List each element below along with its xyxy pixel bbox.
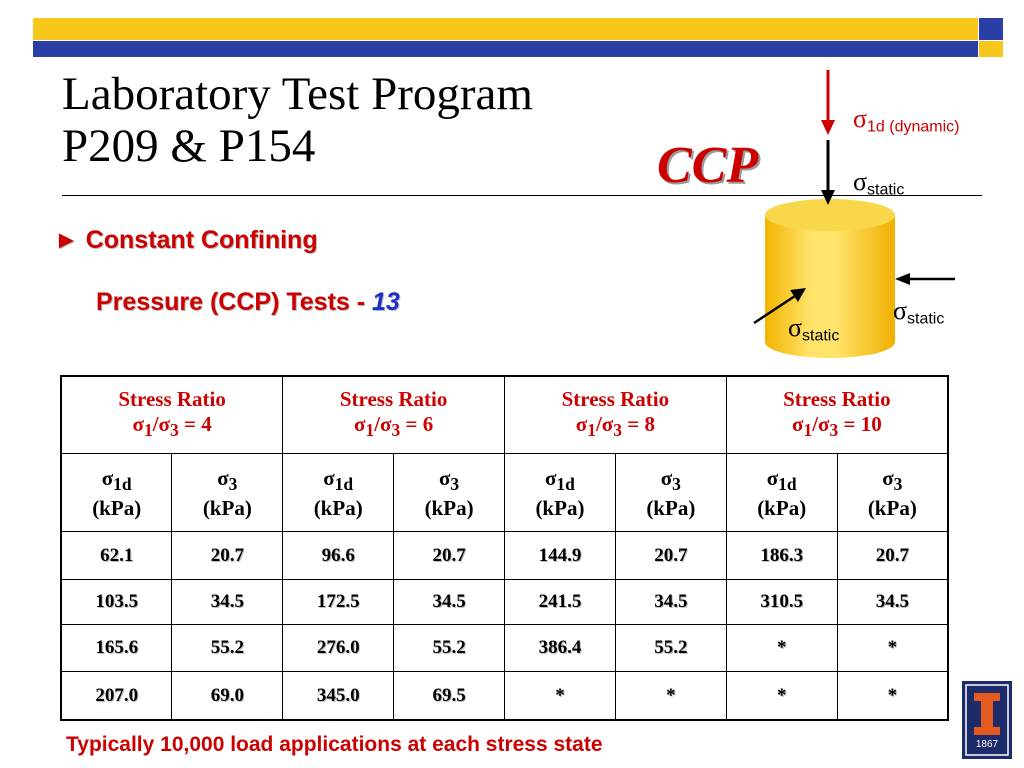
table-cell: *: [726, 672, 837, 720]
group-title: Stress Ratio: [339, 386, 448, 411]
table-cell: 20.7: [615, 532, 726, 579]
table-cell: 34.5: [837, 579, 948, 624]
bullet-text-line2: Pressure (CCP) Tests -: [96, 288, 373, 316]
col-header-sigma-1d: $\sigma_{1d}$ (kPa): [283, 453, 394, 531]
group-header-row: [61, 376, 948, 453]
logo-year: 1867: [975, 739, 999, 750]
table-cell: 69.5: [394, 672, 505, 720]
table-cell: 55.2: [394, 624, 505, 671]
table-cell: 241.5: [505, 579, 616, 624]
bullet-text-line1: Constant Confining: [85, 226, 318, 254]
header-bar-yellow: [33, 18, 978, 40]
bullet-line1: [54, 226, 318, 255]
header-square-blue: [979, 18, 1003, 40]
sigma-static-sub: static: [867, 181, 905, 199]
cylinder-top: [765, 199, 895, 231]
sigma-static-sub: static: [907, 310, 945, 328]
table-cell: 386.4: [505, 624, 616, 671]
col-header-sigma-1d: $\sigma_{1d}$ (kPa): [726, 453, 837, 531]
table-row: [61, 532, 948, 579]
table-cell: 276.0: [283, 624, 394, 671]
table-cell: 345.0: [283, 672, 394, 720]
col-header-sigma-3: $\sigma_3$ (kPa): [172, 453, 283, 531]
sigma-static-sub: static: [802, 327, 840, 345]
group-title: Stress Ratio: [561, 386, 670, 411]
table-cell: 310.5: [726, 579, 837, 624]
table-cell: *: [615, 672, 726, 720]
sigma-static-front-label: [788, 313, 839, 346]
table-cell: *: [837, 624, 948, 671]
table-cell: 20.7: [172, 532, 283, 579]
sigma-static-side-label: [893, 296, 944, 329]
footer-note: Typically 10,000 load applications at each stress state: [66, 733, 603, 756]
col-header-sigma-3: $\sigma_3$ (kPa): [615, 453, 726, 531]
table-cell: 55.2: [615, 624, 726, 671]
group-title: Stress Ratio: [783, 386, 891, 411]
table-cell: 69.0: [172, 672, 283, 720]
stress-ratio-table: [60, 375, 949, 721]
ccp-label: CCP: [657, 137, 759, 194]
table-cell: 34.5: [615, 579, 726, 624]
group-header-ratio-8: [505, 376, 727, 453]
bullet-marker: ►: [54, 226, 79, 254]
slide-title-line1: Laboratory Test Program: [62, 68, 533, 120]
bullet-line2: [96, 288, 400, 317]
group-ratio: $\sigma_1/\sigma_3 = 6$: [354, 411, 434, 441]
table-cell: 96.6: [283, 532, 394, 579]
slide-title: [62, 68, 533, 172]
table-row: [61, 579, 948, 624]
table-cell: *: [837, 672, 948, 720]
table-cell: *: [726, 624, 837, 671]
column-header-row: [61, 453, 948, 531]
table-cell: 186.3: [726, 532, 837, 579]
table-cell: 20.7: [394, 532, 505, 579]
col-header-sigma-1d: $\sigma_{1d}$ (kPa): [61, 453, 172, 531]
header-bar-blue: [33, 41, 978, 57]
slide-title-line2: P209 & P154: [62, 120, 316, 172]
col-header-sigma-3: $\sigma_3$ (kPa): [394, 453, 505, 531]
col-header-sigma-1d: $\sigma_{1d}$ (kPa): [505, 453, 616, 531]
group-title: Stress Ratio: [118, 386, 226, 411]
table-cell: 165.6: [61, 624, 172, 671]
table-cell: 144.9: [505, 532, 616, 579]
group-header-ratio-6: [283, 376, 505, 453]
table-cell: 55.2: [172, 624, 283, 671]
header-square-yellow: [979, 41, 1003, 57]
table-row: [61, 624, 948, 671]
table-cell: *: [505, 672, 616, 720]
sigma-symbol: σ: [893, 296, 908, 325]
group-header-ratio-10: [726, 376, 948, 453]
table-cell: 34.5: [394, 579, 505, 624]
table-cell: 207.0: [61, 672, 172, 720]
table-cell: 20.7: [837, 532, 948, 579]
dynamic-arrow-head: [821, 120, 835, 135]
group-ratio: $\sigma_1/\sigma_3 = 8$: [575, 411, 655, 441]
test-count: 13: [372, 288, 400, 316]
table-cell: 34.5: [172, 579, 283, 624]
sigma-static-top-label: [853, 167, 904, 200]
sigma-symbol: σ: [788, 313, 803, 342]
table-row: [61, 672, 948, 720]
table-cell: 103.5: [61, 579, 172, 624]
sigma-1d-dynamic-sub: 1d (dynamic): [867, 118, 960, 136]
group-ratio: $\sigma_1/\sigma_3 = 4$: [132, 411, 212, 441]
sigma-symbol: σ: [853, 167, 868, 196]
group-ratio: $\sigma_1/\sigma_3 = 10$: [792, 411, 882, 441]
sigma-symbol: σ: [853, 104, 868, 133]
col-header-sigma-3: $\sigma_3$ (kPa): [837, 453, 948, 531]
group-header-ratio-4: [61, 376, 283, 453]
university-logo: [962, 681, 1012, 759]
sigma-1d-dynamic-label: [853, 104, 960, 137]
static-side-arrow-head: [895, 273, 910, 285]
table-cell: 172.5: [283, 579, 394, 624]
table-cell: 62.1: [61, 532, 172, 579]
